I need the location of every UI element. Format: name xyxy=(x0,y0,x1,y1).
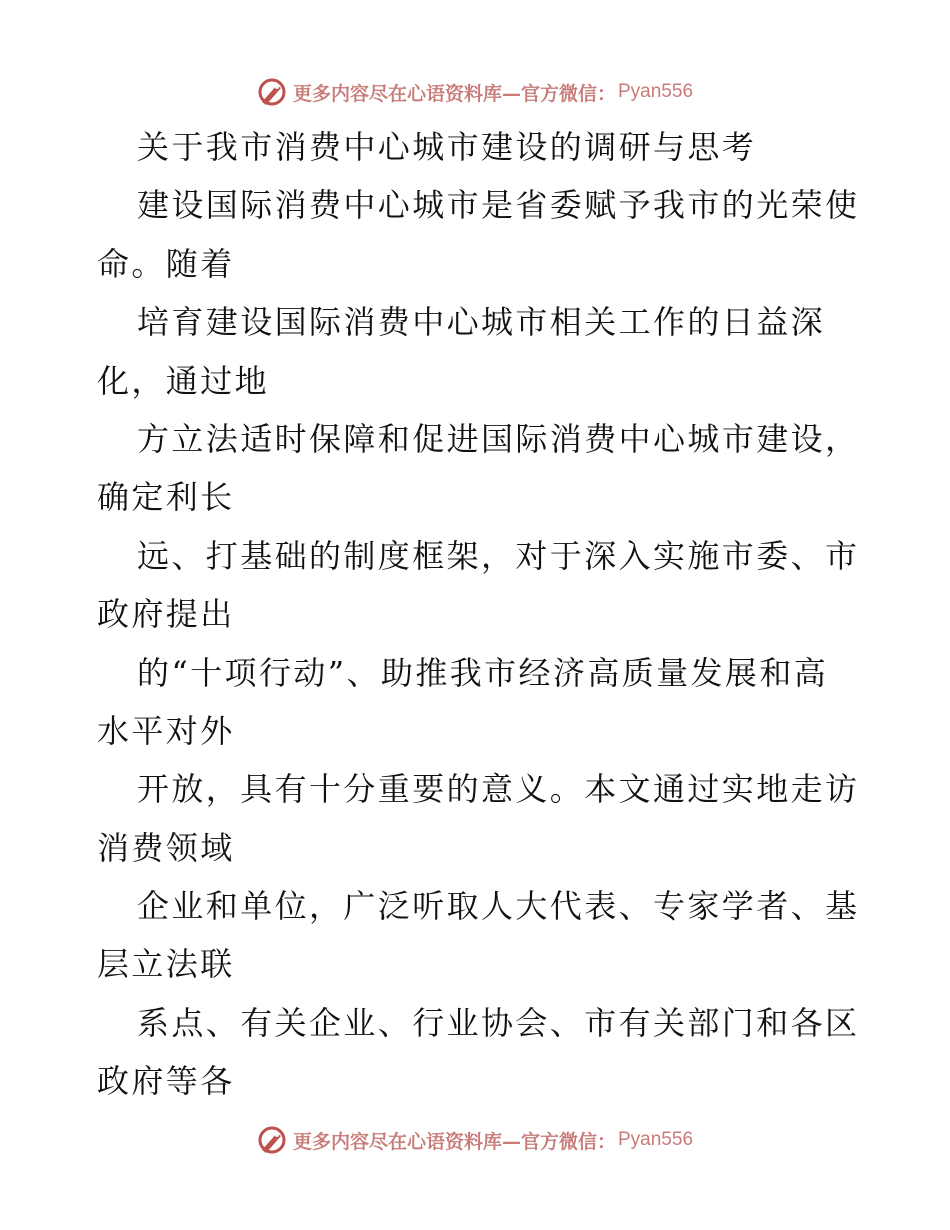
document-body xyxy=(97,118,877,1111)
pen-circle-icon xyxy=(257,77,287,107)
paragraph-line: 命。随着 xyxy=(97,244,235,283)
paragraph-line: 化，通过地 xyxy=(97,361,270,400)
footer-banner xyxy=(0,1120,950,1160)
paragraph-line: 远、打基础的制度框架，对于深入实施市委、市 xyxy=(137,536,860,575)
paragraph-line: 企业和单位，广泛听取人大代表、专家学者、基 xyxy=(137,887,860,926)
paragraph-line: 建设国际消费中心城市是省委赋予我市的光荣使 xyxy=(137,186,860,225)
banner-contact: Pyan556 xyxy=(618,81,694,102)
paragraph-line: 政府提出 xyxy=(97,595,235,634)
paragraph-line: 培育建设国际消费中心城市相关工作的日益深 xyxy=(137,303,826,342)
banner-contact: Pyan556 xyxy=(618,1129,694,1150)
paragraph-line: 政府等各 xyxy=(97,1062,235,1101)
banner-text: 更多内容尽在心语资料库—官方微信： xyxy=(292,82,616,105)
document-title: 关于我市消费中心城市建设的调研与思考 xyxy=(137,128,757,166)
banner-text: 更多内容尽在心语资料库—官方微信： xyxy=(292,1130,616,1153)
paragraph-line: 水平对外 xyxy=(97,711,235,750)
paragraph-line: 方立法适时保障和促进国际消费中心城市建设， xyxy=(137,419,860,458)
paragraph-line: 的“十项行动”、助推我市经济高质量发展和高 xyxy=(137,653,829,692)
pen-circle-icon xyxy=(257,1125,287,1155)
paragraph-line: 确定利长 xyxy=(97,478,235,517)
paragraph-line: 层立法联 xyxy=(97,945,235,984)
paragraph-line: 开放，具有十分重要的意义。本文通过实地走访 xyxy=(137,770,860,809)
paragraph-line: 消费领域 xyxy=(97,828,235,867)
paragraph-line: 系点、有关企业、行业协会、市有关部门和各区 xyxy=(137,1003,860,1042)
header-banner xyxy=(0,72,950,112)
